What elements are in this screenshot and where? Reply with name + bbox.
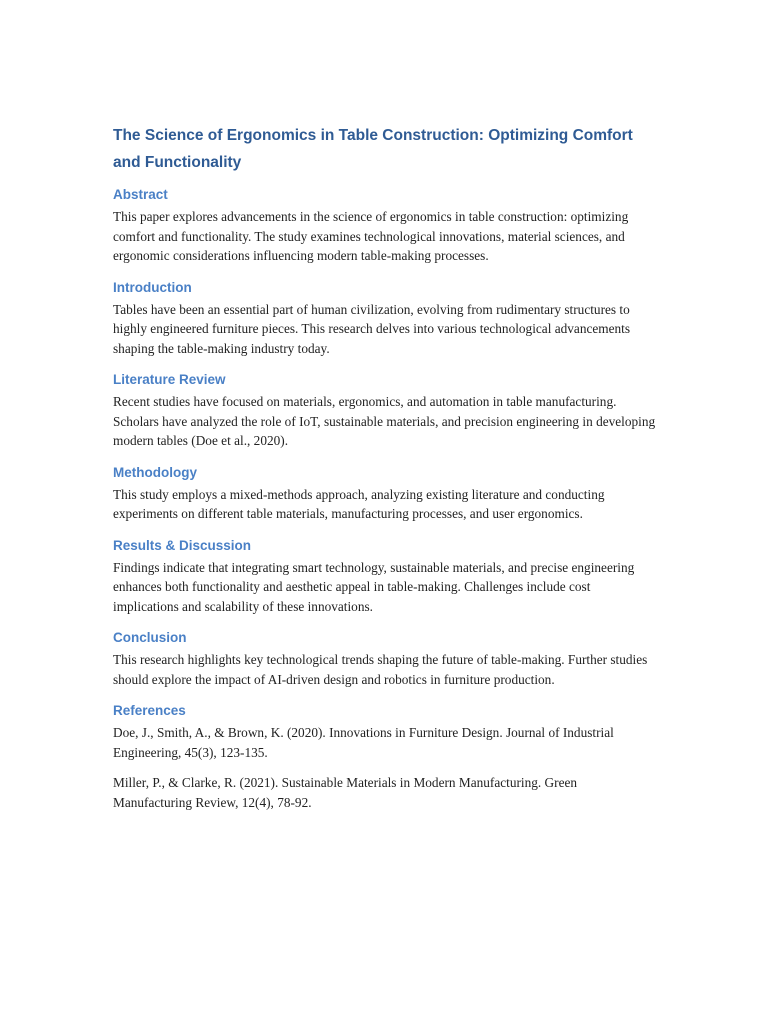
section-heading: Literature Review bbox=[113, 372, 226, 387]
section-body: Findings indicate that integrating smart technology, sustainable materials, and precise engineering enhances both functionality and aesthetic appeal in table-making. Challenges include cost implications and scalability of these innovations. bbox=[113, 559, 635, 614]
section-introduction bbox=[113, 279, 658, 359]
section-literature-review bbox=[113, 371, 658, 451]
references-heading: References bbox=[113, 703, 186, 718]
section-heading: Conclusion bbox=[113, 630, 187, 645]
section-references bbox=[113, 702, 658, 812]
reference-item: Doe, J., Smith, A., & Brown, K. (2020). Innovations in Furniture Design. Journal of Industrial Engineering, 45(3), 123-135. bbox=[113, 725, 614, 760]
section-conclusion bbox=[113, 629, 658, 689]
section-body: This paper explores advancements in the science of ergonomics in table construction: optimizing comfort and functionality. The study examines technological innovations, material sciences, and ergonomic considerations influencing modern table-making processes. bbox=[113, 209, 629, 263]
section-results-discussion bbox=[113, 537, 658, 617]
section-body: This study employs a mixed-methods approach, analyzing existing literature and conducting experiments on different table materials, manufacturing processes, and user ergonomics. bbox=[113, 486, 605, 521]
reference-item: Miller, P., & Clarke, R. (2021). Sustainable Materials in Modern Manufacturing. Green Manufacturing Review, 12(4), 78-92. bbox=[113, 775, 578, 810]
document-title: The Science of Ergonomics in Table Construction: Optimizing Comfort and Functionality bbox=[113, 127, 633, 171]
section-methodology bbox=[113, 464, 658, 524]
section-body: This research highlights key technological trends shaping the future of table-making. Further studies should explore the impact of AI-driven design and robotics in furniture production. bbox=[113, 652, 648, 687]
section-body: Tables have been an essential part of human civilization, evolving from rudimentary structures to highly engineered furniture pieces. This research delves into various technological advancements shaping the table-making industry today. bbox=[113, 301, 631, 356]
section-heading: Introduction bbox=[113, 279, 192, 295]
section-heading: Results & Discussion bbox=[113, 537, 252, 553]
document-page bbox=[113, 122, 658, 823]
section-heading: Methodology bbox=[113, 464, 197, 480]
section-abstract bbox=[113, 186, 658, 266]
section-heading: Abstract bbox=[113, 187, 168, 202]
section-body: Recent studies have focused on materials, ergonomics, and automation in table manufacturing. Scholars have analyzed the role of IoT, sustainable materials, and precision engineering in developing modern tables (Doe et al., 2020). bbox=[113, 394, 656, 448]
